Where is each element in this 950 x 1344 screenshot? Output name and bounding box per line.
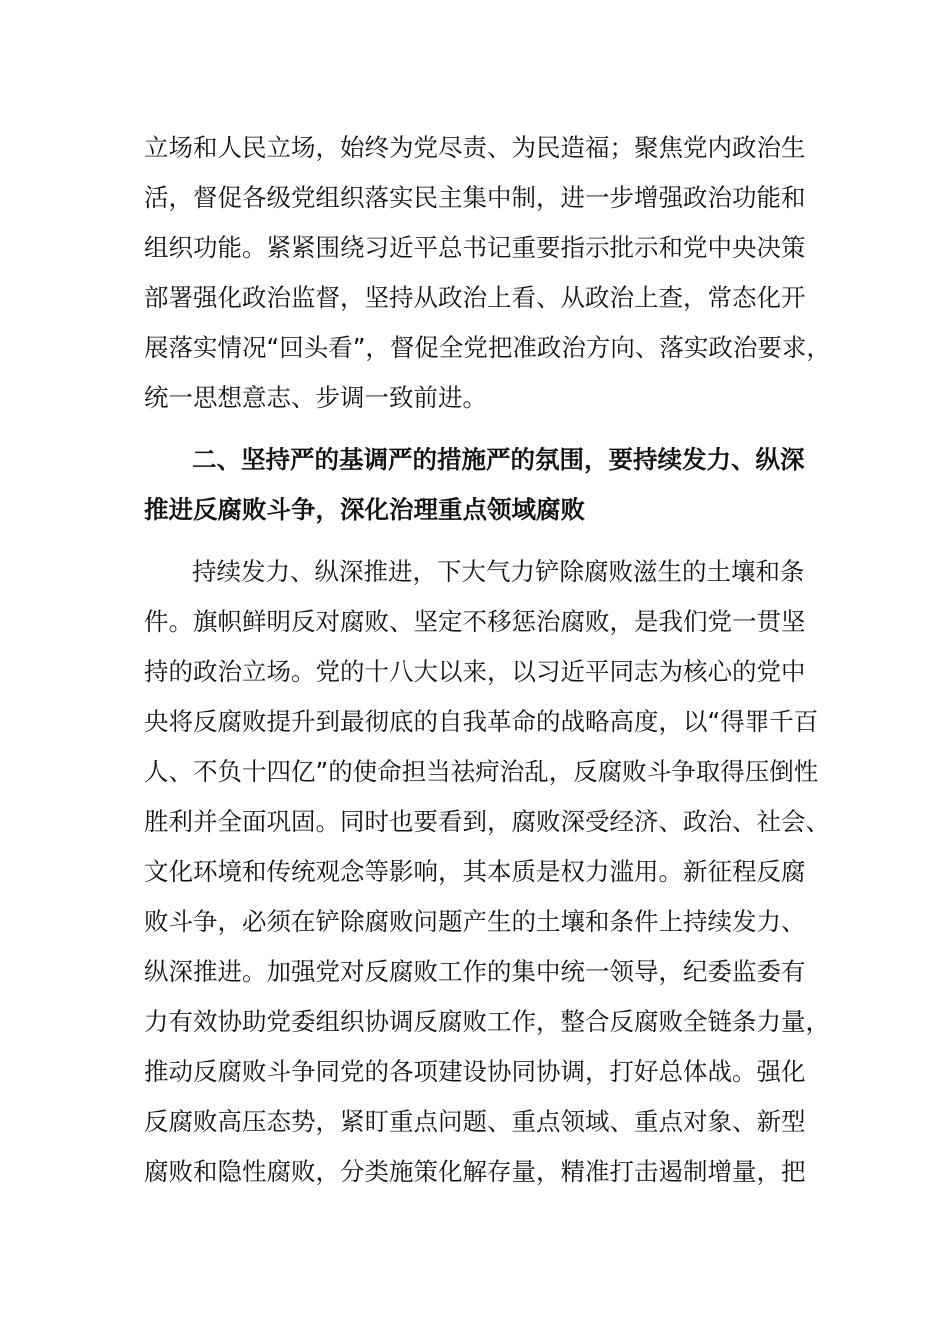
paragraph-line: 纵深推进。加强党对反腐败工作的集中统一领导，纪委监委有 (144, 957, 806, 986)
paragraph-line: 文化环境和传统观念等影响，其本质是权力滥用。新征程反腐 (144, 857, 806, 886)
paragraph-line: 央将反腐败提升到最彻底的自我革命的战略高度，以“得罪千百 (144, 707, 819, 736)
paragraph-line: 组织功能。紧紧围绕习近平总书记重要指示批示和党中央决策 (144, 233, 806, 262)
paragraph-line: 展落实情况“回头看”，督促全党把准政治方向、落实政治要求， (144, 333, 831, 362)
paragraph-line: 力有效协助党委组织协调反腐败工作，整合反腐败全链条力量， (144, 1007, 830, 1036)
paragraph-line: 立场和人民立场，始终为党尽责、为民造福；聚焦党内政治生 (144, 133, 806, 162)
paragraph-line: 件。旗帜鲜明反对腐败、坚定不移惩治腐败，是我们党一贯坚 (144, 607, 806, 636)
paragraph-line: 败斗争，必须在铲除腐败问题产生的土壤和条件上持续发力、 (144, 907, 806, 936)
paragraph-line: 腐败和隐性腐败，分类施策化解存量，精准打击遏制增量，把 (144, 1157, 806, 1186)
paragraph-line: 持的政治立场。党的十八大以来，以习近平同志为核心的党中 (144, 657, 806, 686)
paragraph-line: 统一思想意志、步调一致前进。 (144, 383, 487, 412)
heading-line: 推进反腐败斗争，深化治理重点领域腐败 (144, 495, 585, 524)
paragraph-line: 部署强化政治监督，坚持从政治上看、从政治上查，常态化开 (144, 283, 806, 312)
paragraph-line: 人、不负十四亿”的使命担当祛疴治乱，反腐败斗争取得压倒性 (144, 757, 819, 786)
paragraph-line: 活，督促各级党组织落实民主集中制，进一步增强政治功能和 (144, 183, 806, 212)
paragraph-line: 推动反腐败斗争同党的各项建设协同协调，打好总体战。强化 (144, 1057, 806, 1086)
paragraph-line: 持续发力、纵深推进，下大气力铲除腐败滋生的土壤和条 (192, 557, 805, 586)
heading-line: 二、坚持严的基调严的措施严的氛围，要持续发力、纵深 (192, 445, 805, 474)
paragraph-line: 胜利并全面巩固。同时也要看到，腐败深受经济、政治、社会、 (144, 807, 830, 836)
paragraph-line: 反腐败高压态势，紧盯重点问题、重点领域、重点对象、新型 (144, 1107, 806, 1136)
